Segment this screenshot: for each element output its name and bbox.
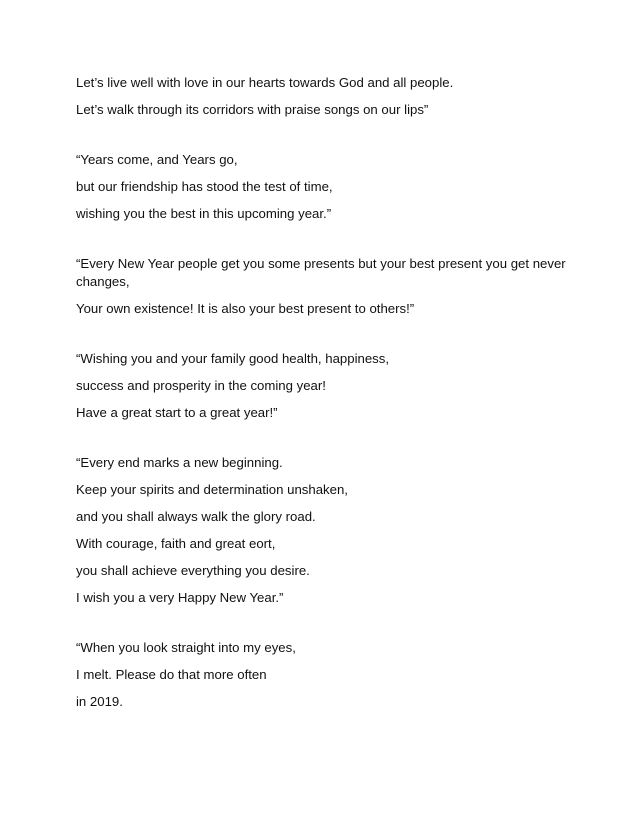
text-line: “Wishing you and your family good health, happiness, bbox=[76, 351, 390, 366]
text-line: in 2019. bbox=[76, 694, 123, 709]
text-line: “When you look straight into my eyes, bbox=[76, 640, 296, 655]
text-line: you shall achieve everything you desire. bbox=[76, 563, 310, 578]
text-line: I melt. Please do that more often bbox=[76, 667, 267, 682]
document-body bbox=[76, 74, 576, 743]
text-line: Let’s live well with love in our hearts towards God and all people. bbox=[76, 75, 454, 90]
paragraph-1 bbox=[76, 74, 576, 119]
text-line: I wish you a very Happy New Year.” bbox=[76, 590, 284, 605]
paragraph-3 bbox=[76, 255, 576, 318]
text-line: but our friendship has stood the test of time, bbox=[76, 179, 333, 194]
paragraph-4 bbox=[76, 350, 576, 422]
paragraph-6 bbox=[76, 639, 576, 711]
text-line: success and prosperity in the coming year! bbox=[76, 378, 326, 393]
text-line: Have a great start to a great year!” bbox=[76, 405, 278, 420]
text-line: “Years come, and Years go, bbox=[76, 152, 238, 167]
text-line: “Every end marks a new beginning. bbox=[76, 455, 283, 470]
paragraph-5 bbox=[76, 454, 576, 607]
text-line: Let’s walk through its corridors with praise songs on our lips” bbox=[76, 102, 429, 117]
text-line: Keep your spirits and determination unshaken, bbox=[76, 482, 348, 497]
text-line: and you shall always walk the glory road. bbox=[76, 509, 316, 524]
paragraph-2 bbox=[76, 151, 576, 223]
text-line: wishing you the best in this upcoming year.” bbox=[76, 206, 332, 221]
text-line: “Every New Year people get you some presents but your best present you get never changes, bbox=[76, 256, 566, 289]
text-line: Your own existence! It is also your best present to others!” bbox=[76, 301, 415, 316]
text-line: With courage, faith and great eort, bbox=[76, 536, 276, 551]
